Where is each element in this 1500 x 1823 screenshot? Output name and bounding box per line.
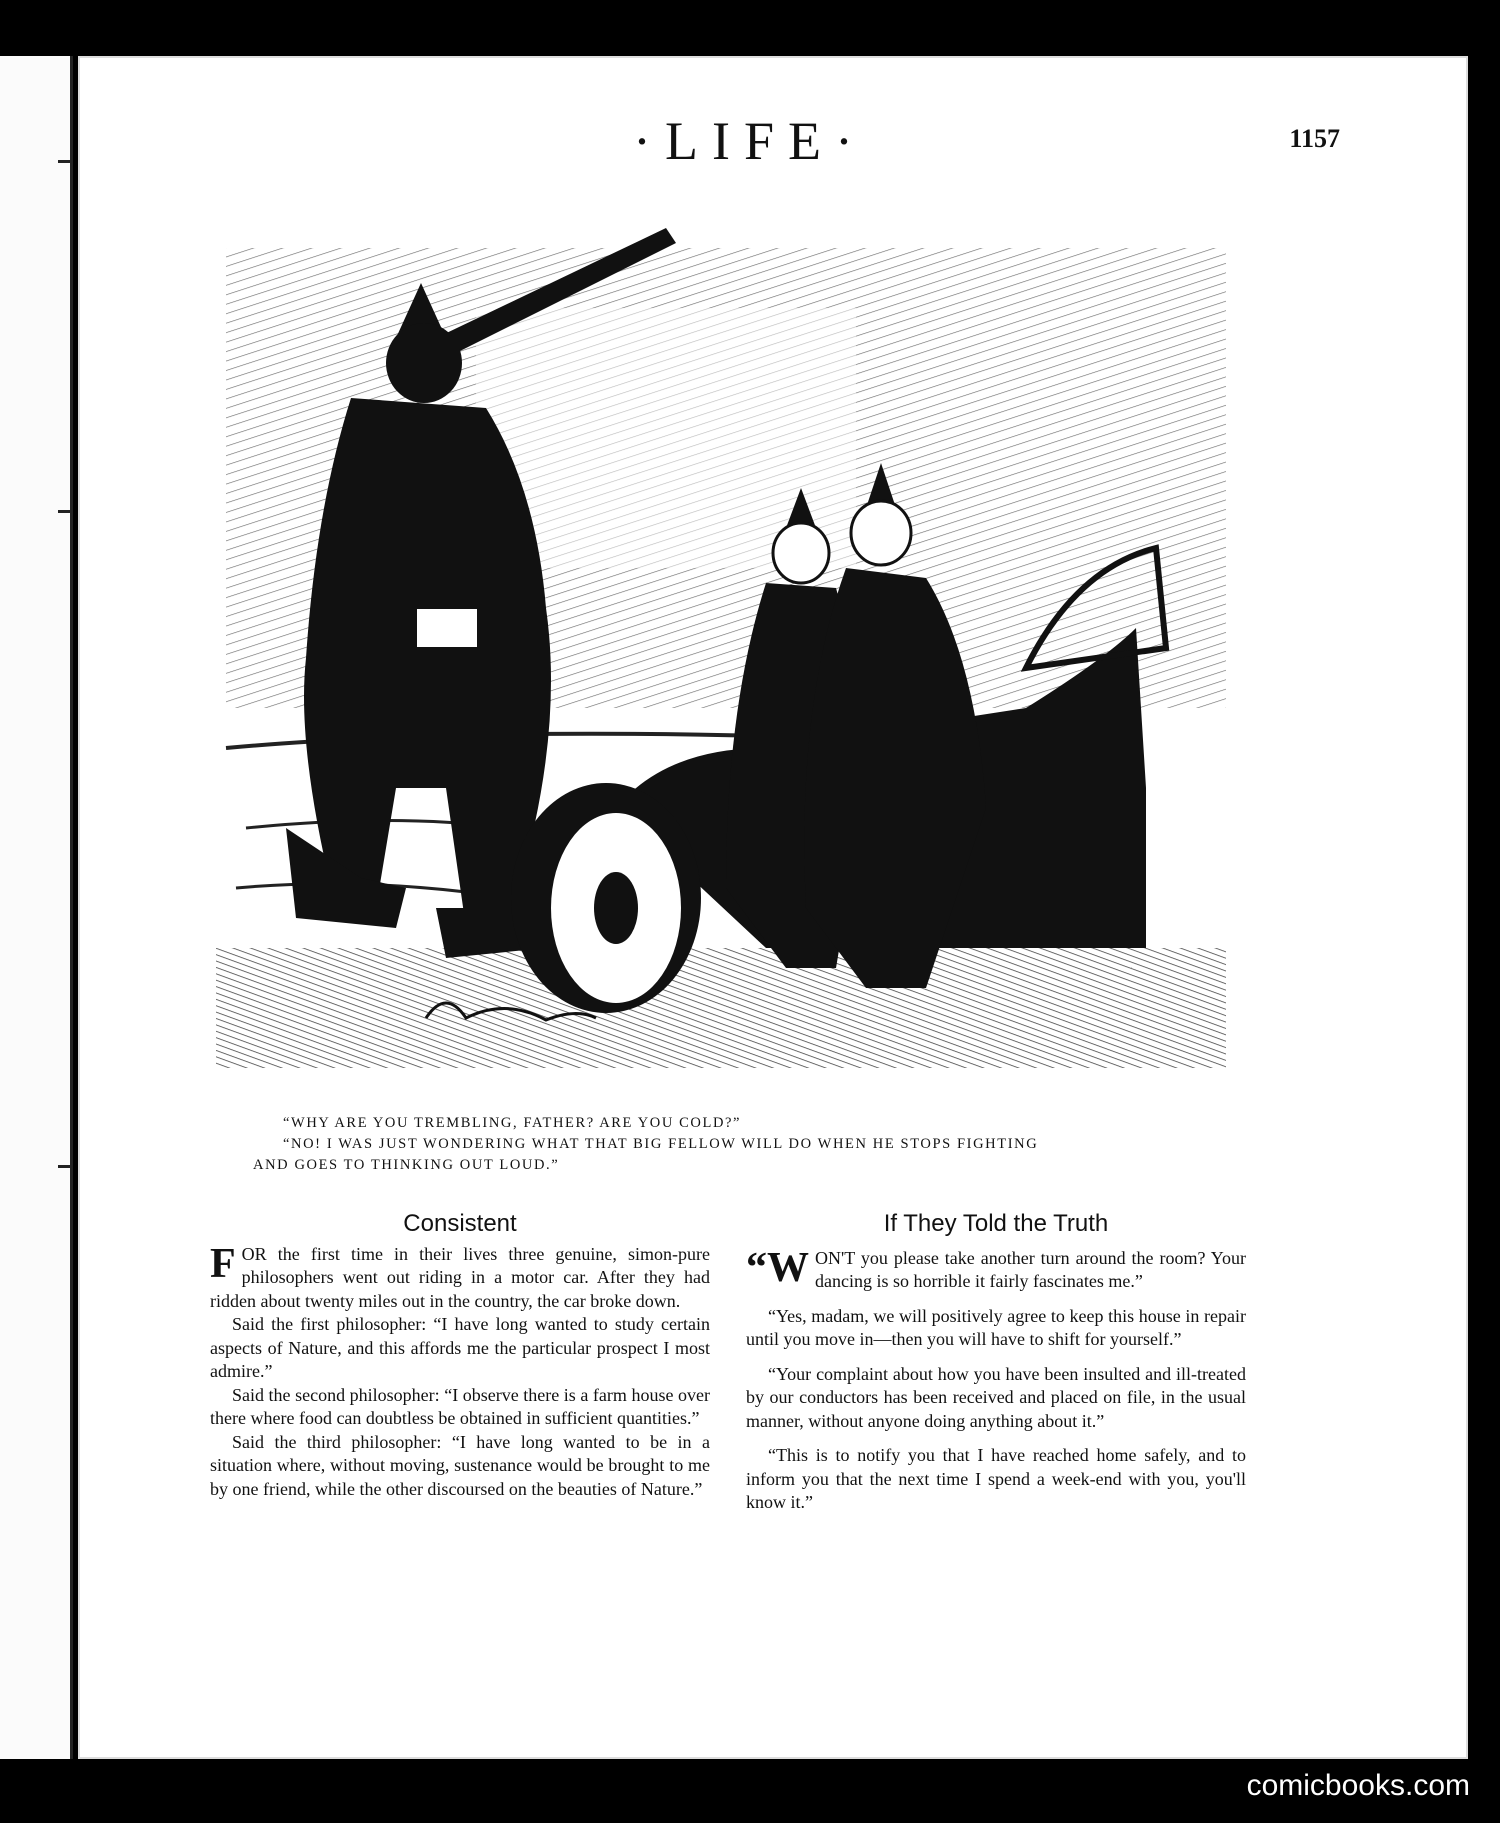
page-number: 1157	[1289, 124, 1340, 153]
drop-cap: “W	[746, 1244, 809, 1291]
article-if-they-told-the-truth	[746, 1212, 1246, 1515]
cartoon-illustration	[146, 188, 1246, 1072]
article-paragraph: “This is to notify you that I have reached home safely, and to inform you that the next time I spend a week-end with you, you'll know it.”	[746, 1445, 1246, 1512]
spine-mark	[58, 1165, 70, 1168]
site-watermark: comicbooks.com	[1246, 1769, 1470, 1802]
article-title: If They Told the Truth	[883, 1210, 1109, 1237]
article-title: Consistent	[403, 1210, 517, 1237]
article-paragraph: Said the second philosopher: “I observe there is a farm house over there where food can doubtless be obtained in sufficient quantities.”	[210, 1384, 710, 1428]
cartoon-drawing	[146, 188, 1246, 1072]
article-paragraph: “Your complaint about how you have been insulted and ill-treated by our conductors has been received and placed on file, in the usual manner, without anyone doing anything about it.”	[746, 1363, 1246, 1431]
drop-cap: F	[210, 1240, 236, 1287]
caption-line: “NO! I WAS JUST WONDERING WHAT THAT BIG FELLOW WILL DO WHEN HE STOPS FIGHTING	[283, 1136, 1039, 1152]
caption-line: “WHY ARE YOU TREMBLING, FATHER? ARE YOU COLD?”	[283, 1115, 742, 1131]
article-paragraph: Said the third philosopher: “I have long wanted to be in a situation where, without moving, sustenance would be brought to me by one friend, while the other discoursed on the beauties of Nature.”	[210, 1431, 710, 1499]
spine-mark	[58, 510, 70, 513]
masthead: ·LIFE·	[633, 111, 867, 171]
article-consistent	[210, 1212, 710, 1501]
article-paragraph: “Yes, madam, we will positively agree to keep this house in repair until you move in—then you will have to shift for yourself.”	[746, 1305, 1246, 1349]
article-paragraph: FOR the first time in their lives three genuine, simon-pure philosophers went out riding in a motor car. After they had ridden about twenty miles out in the country, the car broke down.	[210, 1240, 710, 1311]
previous-page-edge	[0, 56, 73, 1759]
cartoon-caption	[253, 1113, 1133, 1176]
article-paragraph: “WON'T you please take another turn around the room? Your dancing is so horrible it fairly fascinates me.”	[746, 1244, 1246, 1291]
caption-line: AND GOES TO THINKING OUT LOUD.”	[253, 1157, 560, 1173]
article-paragraph: Said the first philosopher: “I have long wanted to study certain aspects of Nature, and this affords me the particular prospect I most admire.”	[210, 1314, 710, 1381]
